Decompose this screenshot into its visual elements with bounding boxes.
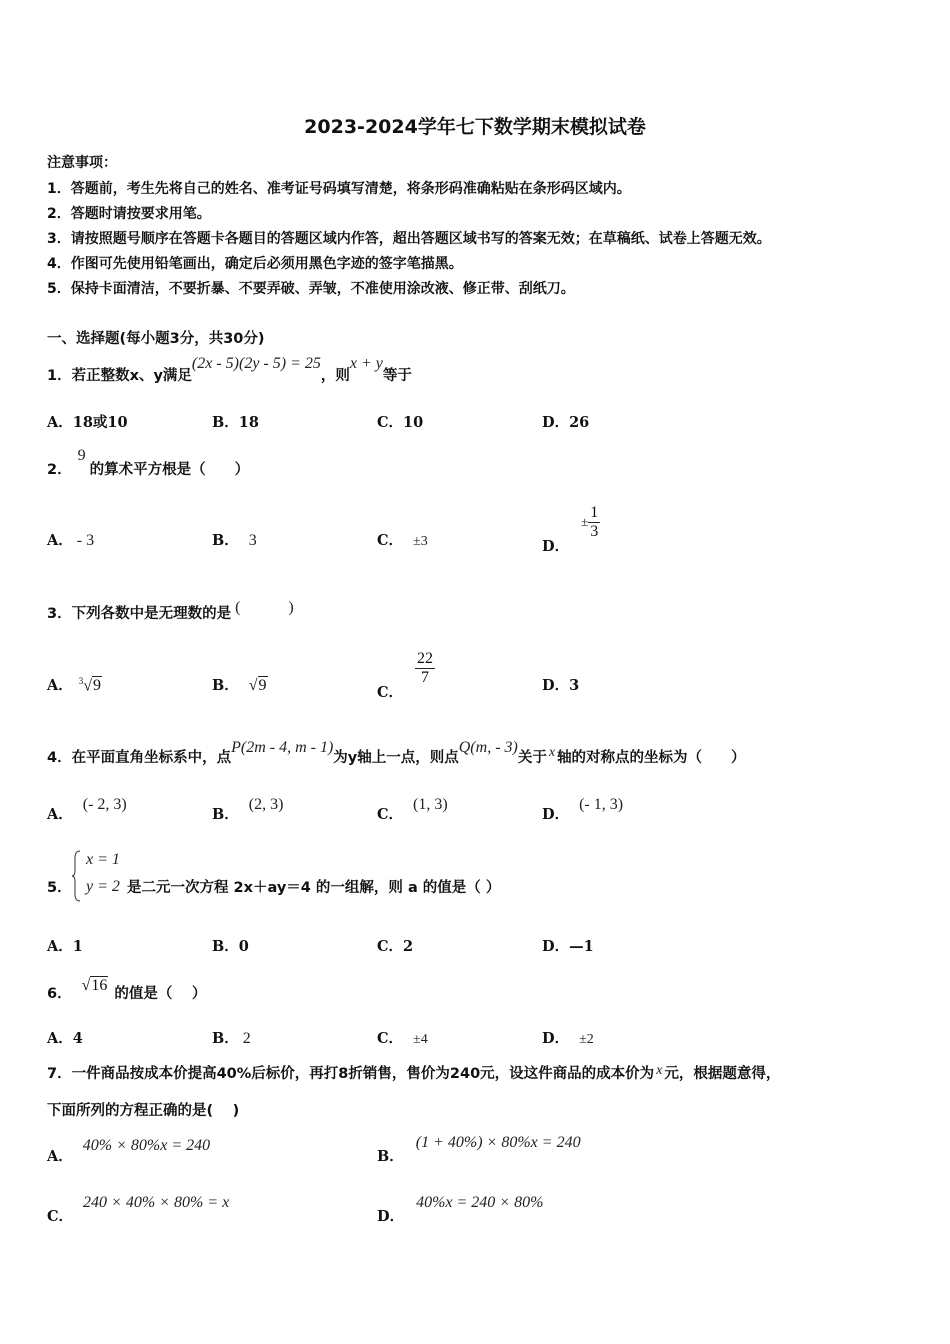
math-value: 2 [242, 1030, 251, 1047]
option-c: C． ±4 [377, 1030, 428, 1047]
option-c: C．240 × 40% × 80% = x [47, 1194, 230, 1225]
note-item-1: 1．答题前，考生先将自己的姓名、准考证号码填写清楚，将条形码准确粘贴在条形码区域内。 [47, 181, 631, 197]
fraction: $\frac{22}{7}$ [417, 650, 434, 686]
option-d: D．± $\frac{1}{3}$ [542, 504, 599, 556]
option-c: C．10 [377, 414, 424, 431]
math-equation: 40% × 80%x = 240 [82, 1137, 211, 1154]
question-text: 的值是（ ） [114, 986, 207, 1002]
math-value: 3 [248, 532, 257, 549]
note-item-3: 3．请按照题号顺序在答题卡各题目的答题区域内作答，超出答题区域书写的答案无效；在草稿纸、试卷上答题无效。 [47, 231, 771, 247]
question-number: 6． [47, 986, 72, 1002]
option-a: A．(- 2, 3) [47, 796, 127, 823]
question-7-line2: 下面所列的方程正确的是( ) [47, 1103, 240, 1119]
option-d: D．3 [542, 677, 580, 694]
option-b: B．18 [212, 414, 259, 431]
option-a: A． - 3 [47, 532, 95, 549]
math-equation: (2x - 5)(2y - 5) = 25 [191, 355, 321, 372]
math-value: (1, 3) [413, 796, 448, 813]
question-number: 2． [47, 462, 72, 478]
option-b: B． 2 [212, 1030, 251, 1047]
question-number: 1． [47, 368, 72, 384]
blank-parentheses: ( ) [235, 599, 294, 616]
math-value: ±4 [413, 1032, 428, 1047]
math-value: ±2 [579, 1032, 594, 1047]
math-value: - 3 [76, 532, 95, 549]
option-d: D．26 [542, 414, 590, 431]
option-a: A．18或10 [47, 414, 128, 431]
math-equation: 240 × 40% × 80% = x [83, 1194, 230, 1211]
question-number: 7． [47, 1066, 72, 1082]
question-text: 轴的对称点的坐标为（ ） [557, 750, 746, 766]
option-d: D．40%x = 240 × 80% [377, 1194, 544, 1225]
question-1 [47, 355, 412, 385]
question-text: 在平面直角坐标系中，点 [71, 750, 232, 766]
fraction: $\frac{1}{3}$ [590, 504, 599, 540]
option-b: B．0 [212, 938, 249, 955]
question-number: 3． [47, 606, 72, 622]
cube-root: $^3$√9 [78, 675, 102, 694]
system-equation-1: x = 1 [86, 851, 120, 868]
question-number: 4． [47, 750, 72, 766]
option-d: D．(- 1, 3) [542, 796, 624, 823]
math-variable: x [656, 1063, 663, 1078]
question-4 [47, 739, 746, 767]
option-d: D．—1 [542, 938, 594, 955]
option-c: C． ±3 [377, 532, 428, 549]
brace-icon [72, 850, 82, 902]
math-point: P(2m - 4, m - 1) [231, 739, 334, 756]
notes-heading: 注意事项： [47, 155, 117, 171]
question-text: 若正整数x、y满足 [71, 368, 192, 384]
question-2 [47, 447, 250, 479]
option-a: A．1 [47, 938, 83, 955]
option-c: C．2 [377, 938, 414, 955]
section-heading: 一、选择题(每小题3分，共30分) [47, 331, 265, 347]
option-c: C．(1, 3) [377, 796, 448, 823]
math-point: Q(m, - 3) [458, 739, 518, 756]
math-variable: x [548, 745, 556, 760]
note-item-2: 2．答题时请按要求用笔。 [47, 206, 211, 222]
math-number: 9 [77, 447, 86, 464]
option-a: A． $^3$√9 [47, 675, 102, 694]
question-text: 元，根据题意得， [664, 1066, 781, 1082]
option-b: B． 3 [212, 532, 257, 549]
math-equation: (1 + 40%) × 80%x = 240 [415, 1134, 581, 1151]
question-text: 下列各数中是无理数的是 [71, 606, 232, 622]
option-a: A．4 [47, 1030, 83, 1047]
option-b: B．(1 + 40%) × 80%x = 240 [377, 1134, 581, 1165]
question-text: ，则 [320, 368, 350, 384]
question-5-text: 是二元一次方程 2x＋ay＝4 的一组解，则 a 的值是（ ） [127, 880, 501, 896]
option-b: B． √9 [212, 677, 267, 694]
note-item-4: 4．作图可先使用铅笔画出，确定后必须用黑色字迹的签字笔描黑。 [47, 256, 463, 272]
math-value: (2, 3) [248, 796, 284, 813]
question-text: 的算术平方根是（ ） [89, 462, 250, 478]
question-text: 一件商品按成本价提高40%后标价，再打8折销售，售价为240元，设这件商品的成本价为 [71, 1066, 655, 1082]
square-root: √16 [81, 977, 108, 994]
question-text: 为y轴上一点，则点 [333, 750, 459, 766]
note-item-5: 5．保持卡面清洁，不要折暴、不要弄破、弄皱，不准使用涂改液、修正带、刮纸刀。 [47, 281, 575, 297]
math-sign: ± [581, 514, 589, 530]
math-value: (- 1, 3) [579, 796, 624, 813]
question-7 [47, 1062, 780, 1083]
math-equation: 40%x = 240 × 80% [416, 1194, 544, 1211]
square-root: √9 [248, 677, 267, 694]
option-c: C． $\frac{22}{7}$ [377, 650, 434, 702]
question-6 [47, 977, 207, 1003]
question-3 [47, 600, 294, 623]
option-d: D． ±2 [542, 1030, 594, 1047]
system-equation-2: y = 2 [86, 878, 120, 895]
question-5-number: 5． [47, 880, 72, 896]
option-a: A．40% × 80%x = 240 [47, 1137, 211, 1165]
page-title: 2023-2024学年七下数学期末模拟试卷 [304, 116, 646, 138]
math-value: (- 2, 3) [82, 796, 127, 813]
question-text: 等于 [382, 368, 412, 384]
math-value: ±3 [413, 534, 428, 549]
question-text: 关于 [517, 750, 547, 766]
option-b: B．(2, 3) [212, 796, 284, 823]
math-expression: x + y [349, 355, 383, 372]
